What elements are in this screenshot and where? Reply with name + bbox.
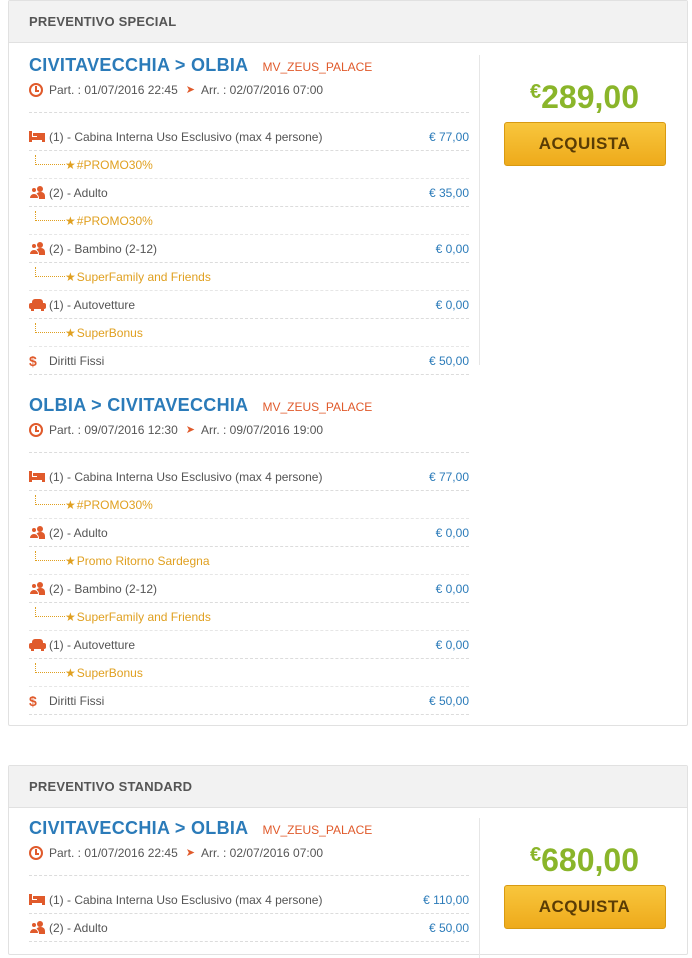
promo-line	[29, 659, 469, 687]
line-item	[29, 886, 469, 914]
star-icon: ★	[65, 609, 76, 624]
item-price: € 0,00	[435, 525, 469, 540]
route-times	[29, 421, 469, 453]
ship-name: MV_ZEUS_PALACE	[262, 60, 373, 74]
route-outbound	[29, 818, 469, 942]
route-outbound	[29, 55, 469, 375]
star-icon: ★	[65, 665, 76, 680]
star-icon: ★	[65, 269, 76, 284]
item-description: (1) - Autovetture	[49, 637, 136, 652]
promo-name: SuperBonus	[76, 325, 143, 340]
promo-name: SuperFamily and Friends	[76, 609, 211, 624]
routes-column	[29, 55, 469, 715]
line-item	[29, 575, 469, 603]
persons-icon	[29, 582, 45, 595]
clock-icon	[29, 423, 43, 437]
arrow-right-icon: ➤	[185, 84, 195, 96]
item-price: € 35,00	[428, 185, 469, 200]
bed-icon	[29, 471, 45, 482]
promo-line	[29, 319, 469, 347]
promo-name: SuperFamily and Friends	[76, 269, 211, 284]
persons-icon	[29, 242, 45, 255]
promo-name: #PROMO30%	[76, 497, 153, 512]
panel-header	[9, 766, 687, 808]
promo-name: #PROMO30%	[76, 213, 153, 228]
car-icon	[29, 299, 46, 311]
line-item	[29, 347, 469, 375]
line-item	[29, 519, 469, 547]
item-price: € 110,00	[423, 892, 469, 907]
item-price: € 0,00	[435, 297, 469, 312]
total-price	[480, 842, 689, 879]
item-price: € 0,00	[435, 637, 469, 652]
item-price: € 0,00	[435, 241, 469, 256]
item-price: € 50,00	[428, 353, 469, 368]
arrival-time: Arr. : 09/07/2016 19:00	[200, 422, 324, 437]
item-price: € 50,00	[428, 693, 469, 708]
promo-name: Promo Ritorno Sardegna	[76, 553, 210, 568]
departure-time: Part. : 09/07/2016 12:30	[49, 422, 178, 437]
item-price: € 50,00	[428, 920, 469, 935]
arrow-right-icon: ➤	[185, 424, 195, 436]
dollar-icon: $	[29, 692, 37, 709]
item-description: (2) - Bambino (2-12)	[49, 581, 158, 596]
persons-icon	[29, 526, 45, 539]
promo-line	[29, 207, 469, 235]
promo-line	[29, 491, 469, 519]
line-item	[29, 179, 469, 207]
total-column	[479, 818, 689, 958]
item-price: € 77,00	[428, 129, 469, 144]
item-description: (1) - Autovetture	[49, 297, 136, 312]
persons-icon	[29, 186, 45, 199]
item-description: (2) - Bambino (2-12)	[49, 241, 158, 256]
arrival-time: Arr. : 02/07/2016 07:00	[200, 82, 324, 97]
departure-time: Part. : 01/07/2016 22:45	[49, 845, 178, 860]
quote-panel-special	[8, 0, 688, 726]
quote-panel-standard	[8, 765, 688, 955]
route-name: CIVITAVECCHIA > OLBIA	[29, 55, 249, 75]
line-item	[29, 235, 469, 263]
routes-column	[29, 818, 469, 942]
promo-line	[29, 547, 469, 575]
item-description: (1) - Cabina Interna Uso Esclusivo (max 4 persone)	[49, 469, 323, 484]
dollar-icon: $	[29, 352, 37, 369]
departure-time: Part. : 01/07/2016 22:45	[49, 82, 178, 97]
clock-icon	[29, 83, 43, 97]
bed-icon	[29, 894, 45, 905]
promo-line	[29, 151, 469, 179]
buy-button[interactable]: ACQUISTA	[504, 885, 666, 929]
persons-icon	[29, 921, 45, 934]
item-description: (2) - Adulto	[49, 525, 108, 540]
currency-symbol: €	[530, 844, 542, 866]
total-column	[479, 55, 689, 365]
ship-name: MV_ZEUS_PALACE	[262, 823, 373, 837]
currency-symbol: €	[530, 81, 542, 103]
star-icon: ★	[65, 213, 76, 228]
star-icon: ★	[65, 553, 76, 568]
arrival-time: Arr. : 02/07/2016 07:00	[200, 845, 324, 860]
item-price: € 77,00	[428, 469, 469, 484]
promo-line	[29, 603, 469, 631]
buy-button[interactable]: ACQUISTA	[504, 122, 666, 166]
route-return	[29, 395, 469, 715]
star-icon: ★	[65, 157, 76, 172]
promo-name: #PROMO30%	[76, 157, 153, 172]
ship-name: MV_ZEUS_PALACE	[262, 400, 373, 414]
promo-line	[29, 263, 469, 291]
bed-icon	[29, 131, 45, 142]
item-description: Diritti Fissi	[49, 693, 105, 708]
route-name: CIVITAVECCHIA > OLBIA	[29, 818, 249, 838]
panel-title: PREVENTIVO SPECIAL	[29, 14, 177, 29]
car-icon	[29, 639, 46, 651]
clock-icon	[29, 846, 43, 860]
route-times	[29, 81, 469, 113]
item-description: (1) - Cabina Interna Uso Esclusivo (max 4 persone)	[49, 129, 323, 144]
line-item	[29, 687, 469, 715]
total-price	[480, 79, 689, 116]
panel-title: PREVENTIVO STANDARD	[29, 779, 193, 794]
line-item	[29, 123, 469, 151]
arrow-right-icon: ➤	[185, 847, 195, 859]
item-description: (2) - Adulto	[49, 185, 108, 200]
item-price: € 0,00	[435, 581, 469, 596]
line-item	[29, 631, 469, 659]
line-item	[29, 291, 469, 319]
panel-header	[9, 1, 687, 43]
route-times	[29, 844, 469, 876]
item-description: (1) - Cabina Interna Uso Esclusivo (max 4 persone)	[49, 892, 323, 907]
star-icon: ★	[65, 325, 76, 340]
line-item	[29, 914, 469, 942]
total-amount: 680,00	[541, 842, 639, 878]
total-amount: 289,00	[541, 79, 639, 115]
promo-name: SuperBonus	[76, 665, 143, 680]
item-description: Diritti Fissi	[49, 353, 105, 368]
route-name: OLBIA > CIVITAVECCHIA	[29, 395, 249, 415]
star-icon: ★	[65, 497, 76, 512]
item-description: (2) - Adulto	[49, 920, 108, 935]
line-item	[29, 463, 469, 491]
